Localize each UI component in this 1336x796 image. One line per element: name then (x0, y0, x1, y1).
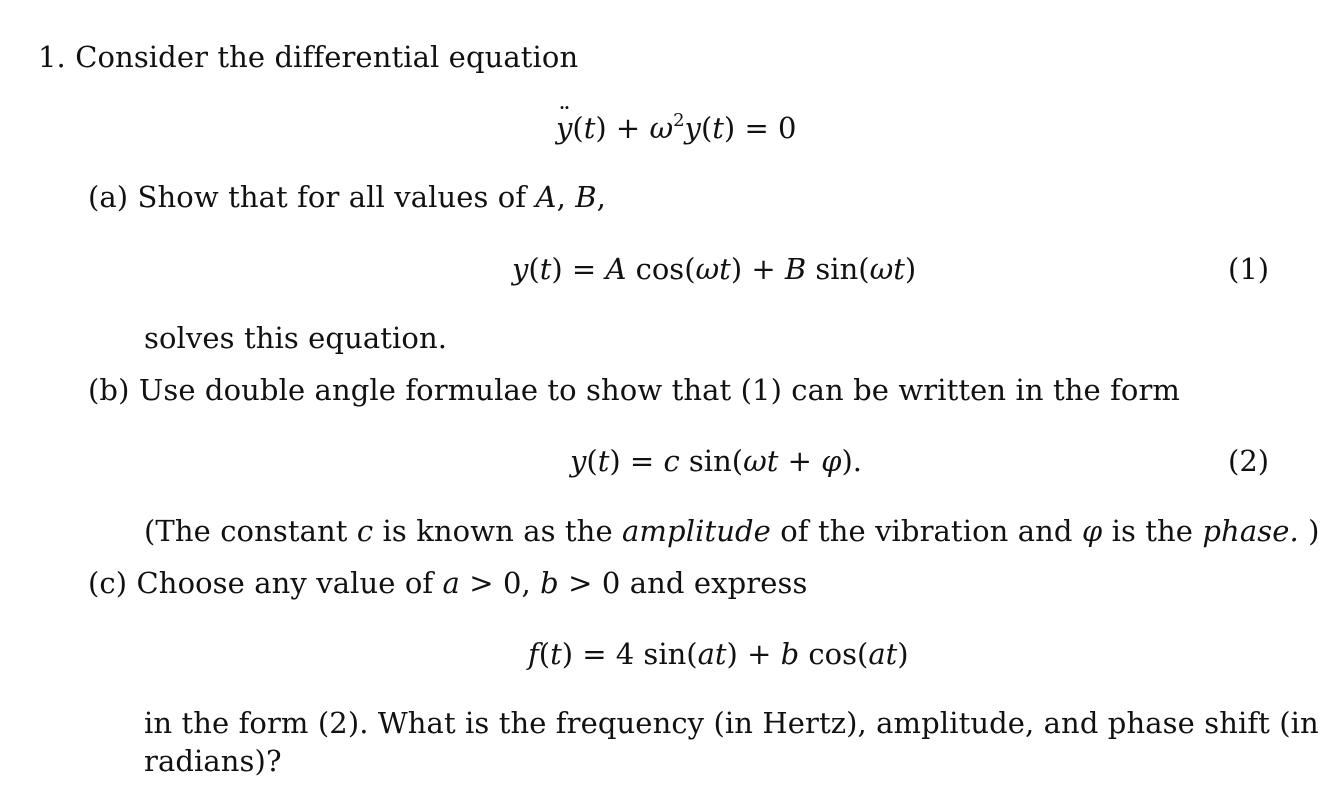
part-a-text: Show that for all values of A, B, (137, 180, 606, 214)
part-b-line (88, 372, 1180, 408)
part-a-line (88, 179, 606, 215)
part-b-label: (b) (88, 373, 130, 407)
part-c-line (88, 565, 807, 601)
equation-2-number: (2) (1228, 444, 1270, 478)
equation-1: y(t) = A cos(ωt) + B sin(ωt) (512, 252, 917, 286)
part-c-label: (c) (88, 566, 128, 600)
equation-f: f(t) = 4 sin(at) + b cos(at) (528, 637, 909, 671)
problem-intro (38, 39, 578, 75)
equation-1-number: (1) (1228, 252, 1270, 286)
equation-2: y(t) = c sin(ωt + φ). (570, 444, 862, 478)
part-a-label: (a) (88, 180, 129, 214)
part-c-after-line1: in the form (2). What is the frequency (in Hertz), amplitude, and phase shift (in (144, 706, 1319, 740)
part-a-after: solves this equation. (144, 321, 448, 355)
problem-intro-text: Consider the differential equation (75, 40, 579, 74)
part-c-text: Choose any value of a > 0, b > 0 and express (136, 566, 808, 600)
main-equation: y ¨(t) + $\omega^2y(t) = 0$ (556, 110, 796, 146)
part-b-text: Use double angle formulae to show that (1) can be written in the form (138, 373, 1181, 407)
problem-number: 1. (38, 40, 66, 74)
part-b-note: (The constant c is known as the amplitude of the vibration and φ is the phase. ) (144, 514, 1320, 548)
part-c-after-line2: radians)? (144, 744, 282, 778)
